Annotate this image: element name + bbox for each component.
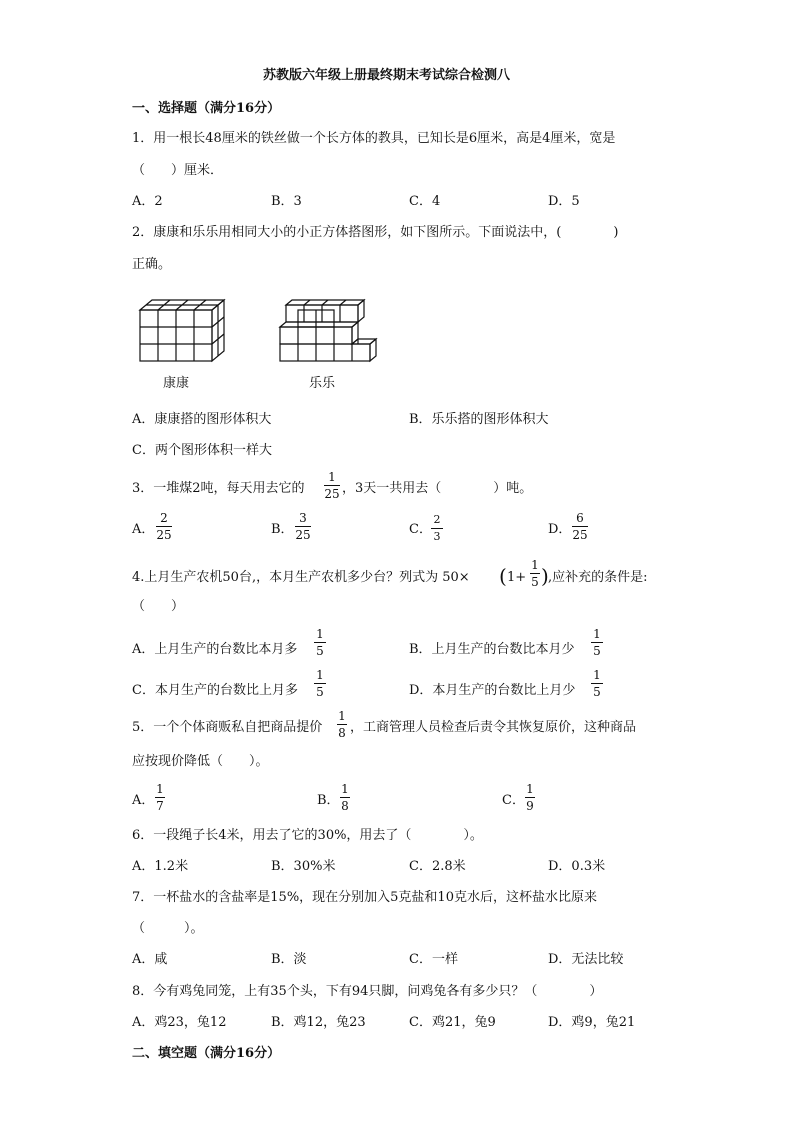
q3-stem-before: 3．一堆煤2吨，每天用去它的 — [132, 481, 305, 496]
q2-option-c[interactable]: C．两个图形体积一样大 — [132, 443, 272, 458]
q2-option-b[interactable]: B．乐乐搭的图形体积大 — [409, 412, 549, 427]
q4-one-plus: 1+ — [507, 570, 527, 585]
q5-option-b-fraction: 1 8 — [341, 782, 349, 813]
q2-stem-line1: 2．康康和乐乐用相同大小的小正方体搭图形，如下图所示。下面说法中，( ) — [132, 225, 619, 240]
q4-stem-after: ,应补充的条件是: — [548, 570, 648, 585]
q3-option-b-fraction: 3 25 — [295, 511, 311, 542]
q4-option-d[interactable]: D．本月生产的台数比上月少 — [409, 683, 576, 698]
q6-option-a[interactable]: A．1.2米 — [132, 859, 189, 874]
q4-option-a[interactable]: A．上月生产的台数比本月多 — [132, 642, 298, 657]
lele-caption: 乐乐 — [309, 376, 336, 391]
kangkang-caption: 康康 — [163, 376, 190, 391]
q4-option-b-fraction: 1 5 — [591, 627, 603, 658]
q4-option-b[interactable]: B．上月生产的台数比本月少 — [409, 642, 575, 657]
q5-option-a-fraction: 1 7 — [156, 782, 164, 813]
q2-stem-line2: 正确。 — [132, 257, 172, 272]
q3-stem-fraction: 1 25 — [324, 470, 340, 501]
q6-option-d[interactable]: D．0.3米 — [548, 859, 606, 874]
q4-option-c-fraction: 1 5 — [314, 668, 326, 699]
q8-stem: 8．今有鸡兔同笼，上有35个头，下有94只脚，问鸡兔各有多少只？（ ） — [132, 984, 603, 999]
q2-option-a[interactable]: A．康康搭的图形体积大 — [132, 412, 272, 427]
q5-stem-after: ，工商管理人员检查后责令其恢复原价，这种商品 — [350, 720, 637, 735]
q4-stem-fraction: 1 5 — [531, 558, 539, 589]
q7-option-a[interactable]: A．咸 — [132, 952, 168, 967]
q4-stem-before: 4.上月生产农机50台,，本月生产农机多少台？列式为 50× — [132, 570, 470, 585]
q7-stem-line1: 7．一杯盐水的含盐率是15%，现在分别加入5克盐和10克水后，这杯盐水比原来 — [132, 890, 597, 905]
q3-option-b-label[interactable]: B． — [271, 522, 294, 537]
q3-option-d-label[interactable]: D． — [548, 522, 572, 537]
q3-stem-after: ，3天一共用去（ ）吨。 — [342, 481, 533, 496]
q8-option-a[interactable]: A．鸡23，兔12 — [132, 1015, 227, 1030]
q4-option-a-fraction: 1 5 — [314, 627, 326, 658]
q5-option-c-label[interactable]: C． — [502, 793, 525, 808]
q3-option-c-fraction: 2 3 — [431, 513, 443, 544]
q5-stem-line2: 应按现价降低（ ）。 — [132, 754, 269, 769]
q4-stem-line2: （ ） — [132, 599, 185, 614]
q1-option-a[interactable]: A．2 — [132, 194, 163, 209]
section-heading-choice: 一、选择题（满分16分） — [132, 101, 281, 116]
q6-option-c[interactable]: C．2.8米 — [409, 859, 466, 874]
q6-option-b[interactable]: B．30%米 — [271, 859, 336, 874]
q7-option-c[interactable]: C．一样 — [409, 952, 458, 967]
section-heading-fill-in: 二、填空题（满分16分） — [132, 1046, 281, 1061]
q1-stem-line2: （ ）厘米． — [132, 163, 224, 178]
q4-option-d-fraction: 1 5 — [591, 668, 603, 699]
page-title: 苏教版六年级上册最终期末考试综合检测八 — [263, 68, 511, 83]
q8-option-c[interactable]: C．鸡21，兔9 — [409, 1015, 496, 1030]
q3-option-a-fraction: 2 25 — [156, 511, 172, 542]
q1-option-c[interactable]: C．4 — [409, 194, 441, 209]
q5-option-b-label[interactable]: B． — [317, 793, 340, 808]
q3-option-a-label[interactable]: A． — [132, 522, 155, 537]
q7-stem-line2: （ ）。 — [132, 921, 204, 936]
q7-option-b[interactable]: B．淡 — [271, 952, 307, 967]
q4-close-paren: ) — [541, 564, 549, 588]
q1-option-b[interactable]: B．3 — [271, 194, 302, 209]
q1-option-d[interactable]: D．5 — [548, 194, 580, 209]
q4-open-paren: ( — [499, 564, 507, 588]
q8-option-d[interactable]: D．鸡9，兔21 — [548, 1015, 636, 1030]
q5-option-c-fraction: 1 9 — [526, 782, 534, 813]
kangkang-cube-figure — [138, 297, 228, 363]
q3-option-d-fraction: 6 25 — [572, 511, 588, 542]
q6-stem: 6．一段绳子长4米，用去了它的30%，用去了（ ）。 — [132, 828, 483, 843]
lele-cube-figure — [278, 297, 380, 363]
q4-option-c[interactable]: C．本月生产的台数比上月多 — [132, 683, 298, 698]
q1-stem-line1: 1．用一根长48厘米的铁丝做一个长方体的教具，已知长是6厘米，高是4厘米，宽是 — [132, 131, 616, 146]
q3-option-c-label[interactable]: C． — [409, 522, 432, 537]
q7-option-d[interactable]: D．无法比较 — [548, 952, 624, 967]
q5-stem-before: 5．一个个体商贩私自把商品提价 — [132, 720, 323, 735]
q8-option-b[interactable]: B．鸡12，兔23 — [271, 1015, 366, 1030]
q5-option-a-label[interactable]: A． — [132, 793, 155, 808]
q5-stem-fraction: 1 8 — [338, 709, 346, 740]
